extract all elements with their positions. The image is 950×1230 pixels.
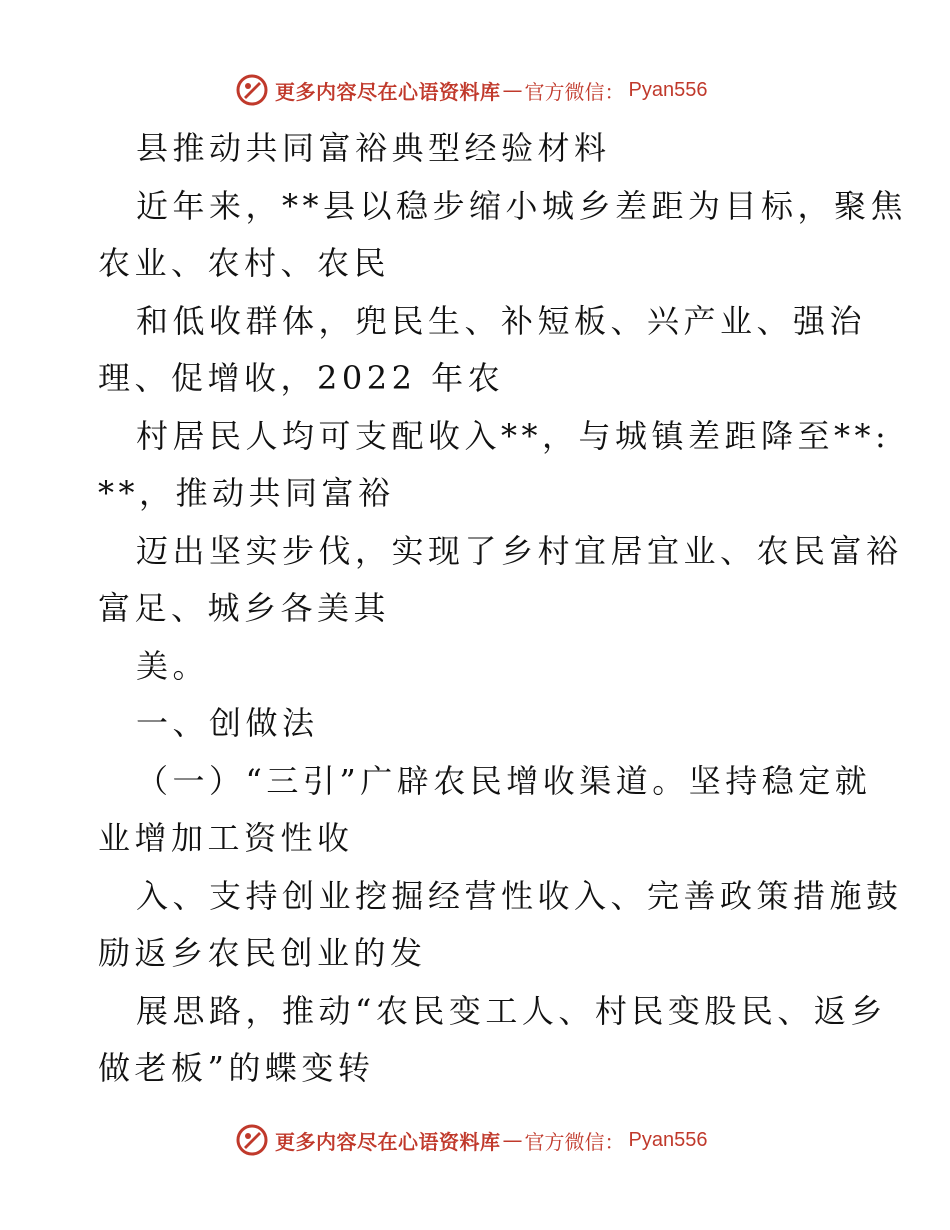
document-body bbox=[98, 120, 908, 1098]
watermark-wechat-id: Pyan556 bbox=[628, 1128, 708, 1151]
watermark-separator: ： bbox=[604, 79, 625, 104]
text-line: 一、创做法 bbox=[136, 704, 319, 742]
text-line: 入、支持创业挖掘经营性收入、完善政策措施鼓 bbox=[136, 876, 903, 915]
text-line: 县推动共同富裕典型经验材料 bbox=[136, 129, 611, 167]
watermark-footer bbox=[235, 1122, 707, 1158]
watermark-site-text: 更多内容尽在心语资料库 bbox=[275, 79, 501, 104]
text-line: （一）“三引”广辟农民增收渠道。坚持稳定就 bbox=[136, 761, 872, 800]
text-line: 农业、农村、农民 bbox=[98, 244, 391, 282]
text-line: 富足、城乡各美其 bbox=[98, 589, 391, 627]
text-line: 迈出坚实步伐，实现了乡村宜居宜业、农民富裕 bbox=[136, 531, 903, 570]
text-line: 展思路，推动“农民变工人、村民变股民、返乡 bbox=[136, 991, 887, 1030]
logo-icon bbox=[235, 73, 269, 107]
watermark-dash: — bbox=[502, 1128, 523, 1152]
text-line: 和低收群体，兜民生、补短板、兴产业、强治 bbox=[136, 301, 867, 340]
watermark-site-text: 更多内容尽在心语资料库 bbox=[275, 1129, 501, 1154]
logo-icon bbox=[235, 1123, 269, 1157]
watermark-separator: ： bbox=[604, 1129, 625, 1154]
text-line: 业增加工资性收 bbox=[98, 819, 354, 857]
text-line: 美。 bbox=[136, 646, 210, 685]
watermark-label: 官方微信 bbox=[524, 1129, 605, 1154]
text-line: 做老板”的蝶变转 bbox=[98, 1049, 375, 1087]
text-line: 理、促增收，2022 年农 bbox=[98, 359, 505, 397]
watermark-header bbox=[235, 72, 707, 108]
watermark-dash: — bbox=[502, 78, 523, 102]
watermark-wechat-id: Pyan556 bbox=[628, 78, 708, 101]
text-line: **，推动共同富裕 bbox=[98, 474, 395, 512]
text-line: 村居民人均可支配收入**，与城镇差距降至**: bbox=[136, 416, 891, 455]
watermark-label: 官方微信 bbox=[524, 79, 605, 104]
text-line: 励返乡农民创业的发 bbox=[98, 934, 427, 972]
text-line: 近年来，**县以稳步缩小城乡差距为目标，聚焦 bbox=[136, 186, 908, 225]
